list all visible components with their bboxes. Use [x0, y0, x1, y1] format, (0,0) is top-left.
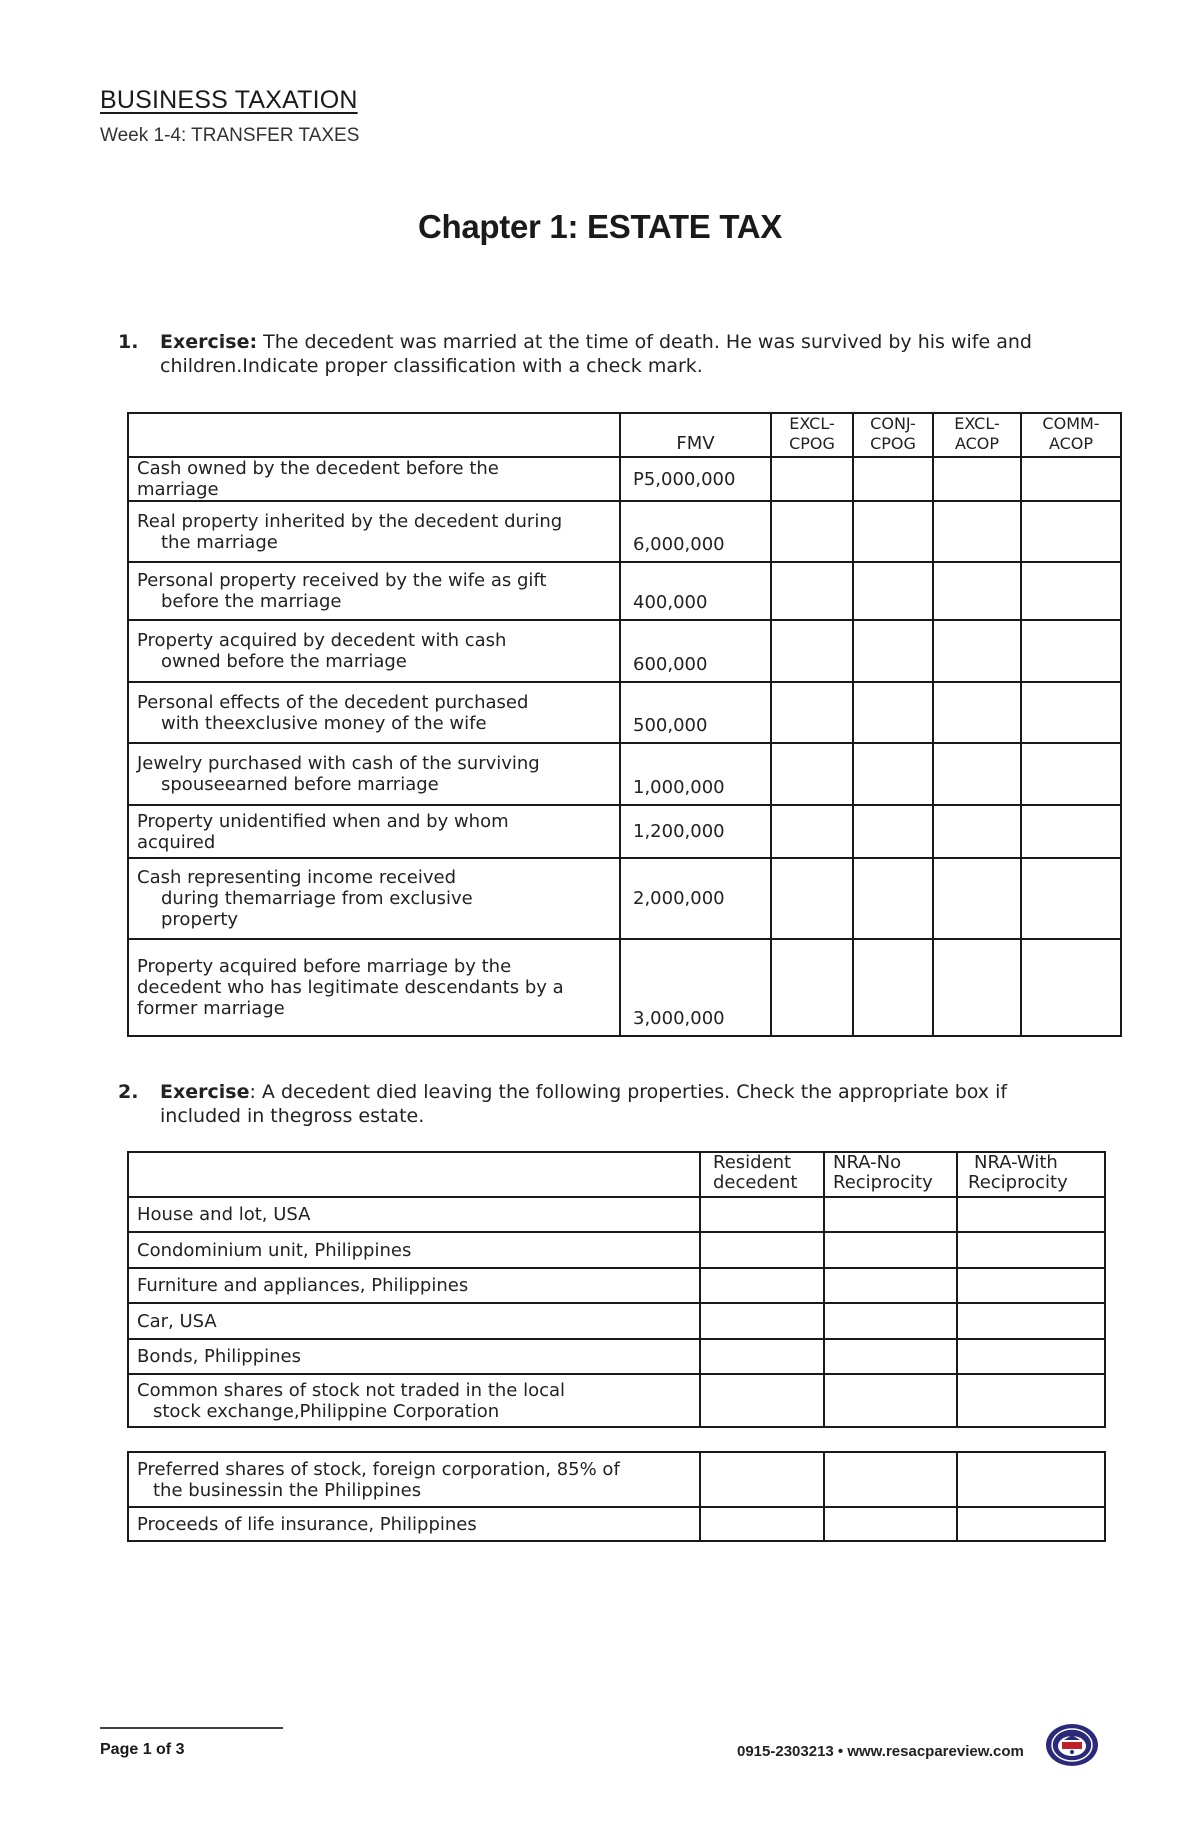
row-property: Bonds, Philippines [128, 1339, 700, 1374]
row-description: Property acquired before marriage by the decedent who has legitimate descendants by a former marriage [128, 939, 620, 1036]
table-row [128, 1339, 1105, 1374]
table-row [128, 1303, 1105, 1339]
exercise2-text-2: included in thegross estate. [160, 1105, 425, 1127]
header-description [128, 413, 620, 457]
checkbox-comm-acop[interactable] [1021, 805, 1121, 858]
exercise2-number: 2. [118, 1081, 139, 1103]
checkbox-nra-with[interactable] [957, 1303, 1105, 1339]
row-fmv: 400,000 [620, 562, 771, 620]
checkbox-nra-with[interactable] [957, 1197, 1105, 1232]
row-description: Real property inherited by the decedent during the marriage [128, 501, 620, 562]
table-row [128, 1268, 1105, 1303]
exercise1-text-2: children.Indicate proper classification with a check mark. [160, 355, 703, 377]
checkbox-nra-no[interactable] [824, 1452, 957, 1507]
header-excl-cpog: EXCL- CPOG [771, 413, 853, 457]
checkbox-resident[interactable] [700, 1268, 824, 1303]
checkbox-nra-with[interactable] [957, 1452, 1105, 1507]
exercise1-text-1: The decedent was married at the time of death. He was survived by his wife and [257, 331, 1032, 353]
table-row [128, 858, 1121, 939]
checkbox-comm-acop[interactable] [1021, 858, 1121, 939]
header-conj-cpog: CONJ- CPOG [853, 413, 933, 457]
checkbox-comm-acop[interactable] [1021, 501, 1121, 562]
exercise2-table-continued [127, 1451, 1106, 1542]
header-resident-decedent: Resident decedent [700, 1152, 824, 1197]
checkbox-nra-with[interactable] [957, 1339, 1105, 1374]
checkbox-conj-cpog[interactable] [853, 620, 933, 682]
table-row [128, 562, 1121, 620]
exercise1-label: Exercise: [160, 331, 258, 353]
course-title: BUSINESS TAXATION [100, 86, 358, 114]
header-nra-with-reciprocity: NRA-With Reciprocity [957, 1152, 1105, 1197]
exercise2-text-1: : A decedent died leaving the following properties. Check the appropriate box if [249, 1081, 1008, 1103]
checkbox-excl-acop[interactable] [933, 743, 1021, 805]
row-description: Cash representing income received during themarriage from exclusive property [128, 858, 620, 939]
exercise1-prompt [118, 330, 1118, 380]
header-fmv: FMV [620, 413, 771, 457]
row-property: Furniture and appliances, Philippines [128, 1268, 700, 1303]
header-nra-no-reciprocity: NRA-No Reciprocity [824, 1152, 957, 1197]
exercise2-header-row [128, 1152, 1105, 1197]
header-property [128, 1152, 700, 1197]
checkbox-conj-cpog[interactable] [853, 858, 933, 939]
checkbox-excl-cpog[interactable] [771, 858, 853, 939]
row-description: Property unidentified when and by whom acquired [128, 805, 620, 858]
table-row [128, 805, 1121, 858]
table-row [128, 1374, 1105, 1427]
row-fmv: 1,200,000 [620, 805, 771, 858]
row-fmv: 1,000,000 [620, 743, 771, 805]
header-comm-acop: COMM- ACOP [1021, 413, 1121, 457]
checkbox-nra-with[interactable] [957, 1268, 1105, 1303]
row-description: Cash owned by the decedent before the marriage [128, 457, 620, 501]
exercise2-label: Exercise [160, 1081, 250, 1103]
row-description: Personal property received by the wife as gift before the marriage [128, 562, 620, 620]
table-row [128, 1232, 1105, 1268]
page-number: Page 1 of 3 [100, 1741, 185, 1758]
checkbox-nra-no[interactable] [824, 1197, 957, 1232]
checkbox-excl-cpog[interactable] [771, 501, 853, 562]
row-property: Common shares of stock not traded in the local stock exchange,Philippine Corporation [128, 1374, 700, 1427]
row-fmv: 600,000 [620, 620, 771, 682]
table-row [128, 501, 1121, 562]
row-fmv: 3,000,000 [620, 939, 771, 1036]
table-row [128, 1452, 1105, 1507]
checkbox-nra-with[interactable] [957, 1374, 1105, 1427]
checkbox-nra-no[interactable] [824, 1232, 957, 1268]
exercise2-table [127, 1151, 1106, 1428]
checkbox-excl-acop[interactable] [933, 858, 1021, 939]
checkbox-nra-with[interactable] [957, 1507, 1105, 1541]
table-row [128, 1507, 1105, 1541]
checkbox-excl-acop[interactable] [933, 501, 1021, 562]
row-property: Car, USA [128, 1303, 700, 1339]
footer-divider [100, 1727, 283, 1729]
checkbox-comm-acop[interactable] [1021, 939, 1121, 1036]
row-description: Personal effects of the decedent purchased with theexclusive money of the wife [128, 682, 620, 743]
checkbox-nra-no[interactable] [824, 1374, 957, 1427]
table-row [128, 682, 1121, 743]
checkbox-nra-no[interactable] [824, 1268, 957, 1303]
checkbox-comm-acop[interactable] [1021, 562, 1121, 620]
row-property: Preferred shares of stock, foreign corporation, 85% of the businessin the Philippines [128, 1452, 700, 1507]
checkbox-conj-cpog[interactable] [853, 457, 933, 501]
checkbox-excl-acop[interactable] [933, 562, 1021, 620]
table-row [128, 939, 1121, 1036]
checkbox-excl-cpog[interactable] [771, 562, 853, 620]
row-fmv: P5,000,000 [620, 457, 771, 501]
exercise1-table [127, 412, 1122, 1037]
exercise2-prompt [118, 1080, 1118, 1130]
row-fmv: 500,000 [620, 682, 771, 743]
checkbox-excl-cpog[interactable] [771, 805, 853, 858]
checkbox-excl-cpog[interactable] [771, 939, 853, 1036]
table-row [128, 620, 1121, 682]
checkbox-conj-cpog[interactable] [853, 562, 933, 620]
row-property: House and lot, USA [128, 1197, 700, 1232]
checkbox-comm-acop[interactable] [1021, 457, 1121, 501]
checkbox-conj-cpog[interactable] [853, 805, 933, 858]
checkbox-conj-cpog[interactable] [853, 939, 933, 1036]
checkbox-excl-cpog[interactable] [771, 620, 853, 682]
checkbox-resident[interactable] [700, 1374, 824, 1427]
row-property: Condominium unit, Philippines [128, 1232, 700, 1268]
checkbox-excl-cpog[interactable] [771, 457, 853, 501]
chapter-title: Chapter 1: ESTATE TAX [417, 208, 783, 245]
checkbox-excl-cpog[interactable] [771, 682, 853, 743]
checkbox-excl-acop[interactable] [933, 620, 1021, 682]
checkbox-excl-cpog[interactable] [771, 743, 853, 805]
table-row [128, 743, 1121, 805]
checkbox-nra-no[interactable] [824, 1339, 957, 1374]
row-property: Proceeds of life insurance, Philippines [128, 1507, 700, 1541]
table-row [128, 1197, 1105, 1232]
row-fmv: 2,000,000 [620, 858, 771, 939]
checkbox-resident[interactable] [700, 1197, 824, 1232]
checkbox-resident[interactable] [700, 1232, 824, 1268]
checkbox-nra-no[interactable] [824, 1303, 957, 1339]
checkbox-excl-acop[interactable] [933, 682, 1021, 743]
week-subtitle: Week 1-4: TRANSFER TAXES [100, 125, 360, 146]
exercise1-number: 1. [118, 331, 139, 353]
checkbox-comm-acop[interactable] [1021, 620, 1121, 682]
checkbox-nra-no[interactable] [824, 1507, 957, 1541]
checkbox-comm-acop[interactable] [1021, 743, 1121, 805]
header-excl-acop: EXCL- ACOP [933, 413, 1021, 457]
checkbox-conj-cpog[interactable] [853, 743, 933, 805]
row-description: Jewelry purchased with cash of the surviving spouseearned before marriage [128, 743, 620, 805]
checkbox-excl-acop[interactable] [933, 457, 1021, 501]
checkbox-resident[interactable] [700, 1452, 824, 1507]
table-row [128, 457, 1121, 501]
checkbox-conj-cpog[interactable] [853, 501, 933, 562]
exercise1-header-row [128, 413, 1121, 457]
checkbox-resident[interactable] [700, 1507, 824, 1541]
row-fmv: 6,000,000 [620, 501, 771, 562]
checkbox-resident[interactable] [700, 1303, 824, 1339]
checkbox-conj-cpog[interactable] [853, 682, 933, 743]
resa-logo-icon [1044, 1722, 1100, 1768]
checkbox-excl-acop[interactable] [933, 939, 1021, 1036]
checkbox-nra-with[interactable] [957, 1232, 1105, 1268]
checkbox-excl-acop[interactable] [933, 805, 1021, 858]
checkbox-comm-acop[interactable] [1021, 682, 1121, 743]
row-description: Property acquired by decedent with cash owned before the marriage [128, 620, 620, 682]
footer-contact: 0915-2303213 • www.resacpareview.com [737, 1743, 1024, 1760]
checkbox-resident[interactable] [700, 1339, 824, 1374]
